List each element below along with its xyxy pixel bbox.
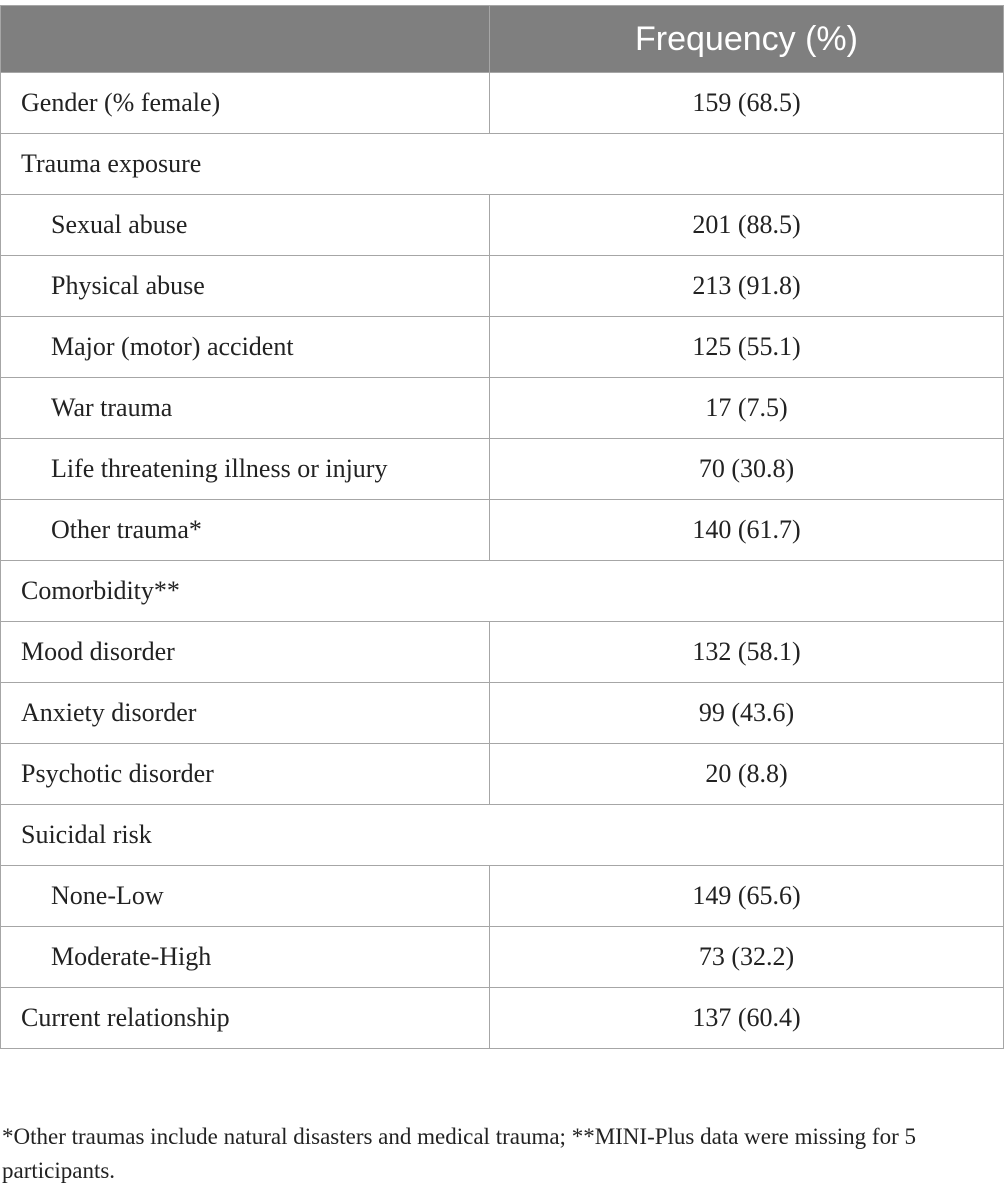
row-value: 159 (68.5)	[490, 73, 1004, 134]
table-row	[1, 683, 1004, 744]
table-row	[1, 73, 1004, 134]
row-label: Sexual abuse	[1, 195, 490, 256]
row-label: Current relationship	[1, 988, 490, 1049]
section-row	[1, 805, 1004, 866]
row-label: Major (motor) accident	[1, 317, 490, 378]
table-body	[1, 73, 1004, 1049]
row-label: Mood disorder	[1, 622, 490, 683]
section-label: Trauma exposure	[1, 134, 1004, 195]
table-row	[1, 866, 1004, 927]
frequency-table	[0, 5, 1004, 1049]
table-row	[1, 988, 1004, 1049]
row-value: 99 (43.6)	[490, 683, 1004, 744]
row-value: 213 (91.8)	[490, 256, 1004, 317]
row-value: 70 (30.8)	[490, 439, 1004, 500]
row-value: 140 (61.7)	[490, 500, 1004, 561]
row-label: Life threatening illness or injury	[1, 439, 490, 500]
row-label: Physical abuse	[1, 256, 490, 317]
table-row	[1, 622, 1004, 683]
table-row	[1, 500, 1004, 561]
table-row	[1, 744, 1004, 805]
header-label-column	[1, 6, 490, 73]
table-row	[1, 927, 1004, 988]
row-value: 17 (7.5)	[490, 378, 1004, 439]
table-footnote: *Other traumas include natural disasters and medical trauma; **MINI-Plus data were missing for 5 participants.	[2, 1124, 916, 1183]
section-label: Comorbidity**	[1, 561, 1004, 622]
row-value: 73 (32.2)	[490, 927, 1004, 988]
table-row	[1, 317, 1004, 378]
table-header-row	[1, 6, 1004, 73]
row-label: Gender (% female)	[1, 73, 490, 134]
row-value: 201 (88.5)	[490, 195, 1004, 256]
row-label: War trauma	[1, 378, 490, 439]
row-label: None-Low	[1, 866, 490, 927]
header-frequency-column: Frequency (%)	[490, 6, 1004, 73]
row-value: 132 (58.1)	[490, 622, 1004, 683]
row-value: 149 (65.6)	[490, 866, 1004, 927]
row-value: 20 (8.8)	[490, 744, 1004, 805]
section-label: Suicidal risk	[1, 805, 1004, 866]
row-label: Psychotic disorder	[1, 744, 490, 805]
row-label: Other trauma*	[1, 500, 490, 561]
row-value: 137 (60.4)	[490, 988, 1004, 1049]
table-row	[1, 256, 1004, 317]
row-value: 125 (55.1)	[490, 317, 1004, 378]
table-row	[1, 195, 1004, 256]
row-label: Anxiety disorder	[1, 683, 490, 744]
section-row	[1, 561, 1004, 622]
row-label: Moderate-High	[1, 927, 490, 988]
section-row	[1, 134, 1004, 195]
table-row	[1, 439, 1004, 500]
table-row	[1, 378, 1004, 439]
